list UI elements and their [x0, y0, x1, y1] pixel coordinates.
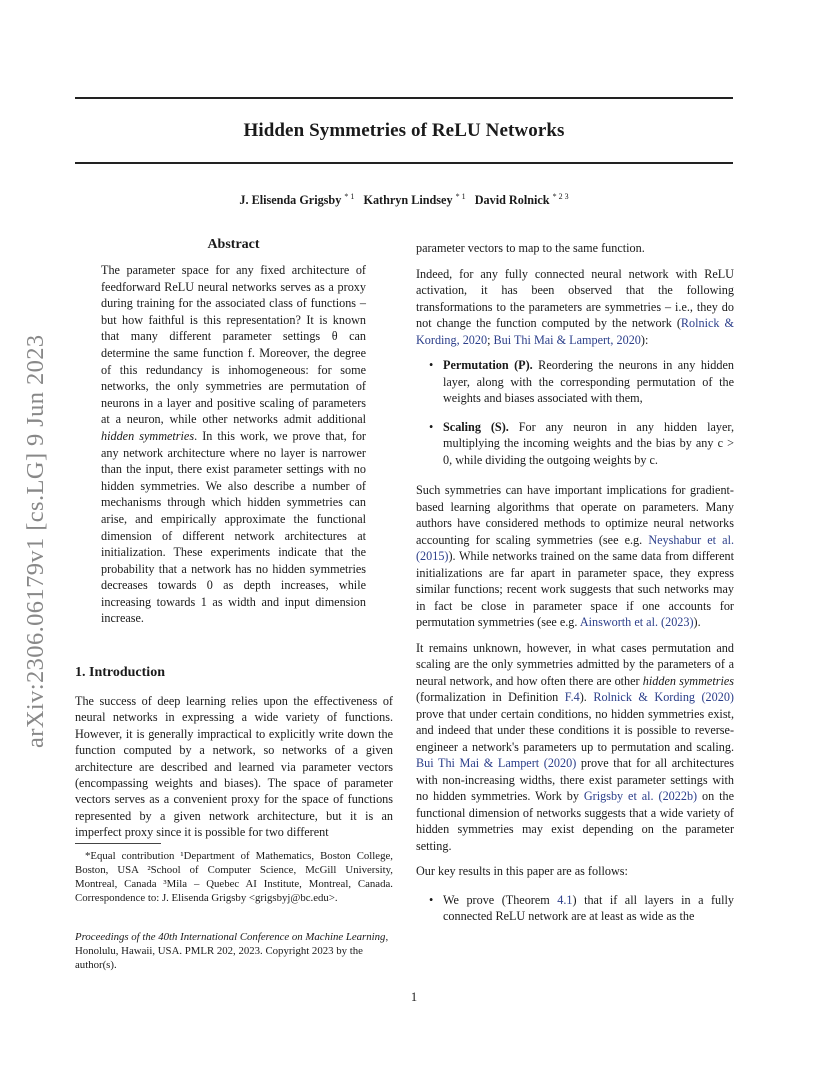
author-1-marks: * 1 [344, 192, 355, 201]
bullet-text: We prove (Theorem [443, 892, 558, 907]
right-para-4: Our key results in this paper are as follows: [416, 864, 628, 878]
definition-link[interactable]: F.4 [564, 690, 580, 704]
bullet-heading: Scaling (S). [443, 419, 509, 434]
list-item [443, 357, 734, 407]
right-para-2-end: ). [693, 615, 701, 629]
proceedings-italic: Proceedings of the 40th International Conference on Machine Learning [75, 931, 386, 943]
author-2: Kathryn Lindsey [363, 193, 453, 208]
author-3: David Rolnick [474, 193, 550, 208]
citation-link[interactable]: Rolnick & Kording (2020) [593, 690, 734, 704]
abstract-body [101, 262, 366, 636]
abstract-part-1: The parameter space for any fixed architecture of feedforward ReLU neural networks serves as a proxy during training for the associated class of functions – but how faithful is this representation? It is known that many different parameter settings θ can determine the same function f. Moreover, the degree of this redundancy is inhomogeneous: for some networks, the only symmetries are permutation of neurons in a layer and positive scaling of parameters at a neuron, while other networks admit additional [101, 263, 366, 427]
right-para-2-text: Such symmetries can have important implications for gradient-based learning algorithms that operate on parameters. Many authors have considered methods to optimize neural networks accounting for scaling symmetries (see e.g. [416, 483, 734, 547]
right-para-3-c: ). [579, 690, 594, 704]
citation-link[interactable]: Bui Thi Mai & Lampert, 2020 [493, 332, 641, 347]
proceedings-note [75, 930, 393, 972]
list-item [443, 892, 734, 925]
hidden-symmetries-emphasis: hidden symmetries [642, 673, 734, 688]
right-para-3 [416, 640, 734, 855]
section-heading-introduction: 1. Introduction [75, 665, 165, 680]
right-para-2 [416, 482, 734, 631]
right-para-3-b: (formalization in Definition [416, 690, 565, 704]
affiliation-footnote [75, 849, 393, 905]
bullet-text-end: ) that if all layers in a fully connected ReLU network are at least as wide as the [443, 892, 735, 923]
footnote-rule [75, 843, 161, 844]
citation-link[interactable]: Rolnick & Kording, 2020 [416, 316, 734, 347]
author-1: J. Elisenda Grigsby [239, 193, 342, 208]
author-list [75, 192, 733, 208]
citation-link[interactable]: Grigsby et al. (2022b) [583, 789, 698, 803]
abstract-part-2: . In this work, we prove that, for any network architecture where no layer is narrower than the input, there exist parameter settings with no hidden symmetries. We also describe a number of mechanisms through which hidden symmetries can arise, and empirically approximate the functional dimension of different network architectures at initialization. These experiments indicate that the probability that a network has no hidden symmetries decreases towards 0 as depth increases, while increasing towards 1 as width and input dimension increase. [101, 428, 366, 626]
citation-link[interactable]: Bui Thi Mai & Lampert (2020) [416, 756, 577, 770]
page-number: 1 [410, 990, 418, 1004]
arxiv-identifier: arXiv:2306.06179v1 [cs.LG] 9 Jun 2023 [22, 334, 49, 748]
theorem-link[interactable]: 4.1 [557, 892, 573, 907]
right-para-3-d: prove that under certain conditions, no hidden symmetries exist, and indeed that under these conditions it is possible to reverse-engineer a network's parameters up to permutation and scaling. [416, 706, 734, 754]
right-para-1 [416, 266, 734, 349]
right-para-3-a: It remains unknown, however, in what cases permutation and scaling are the only symmetries admitted by the parameters of a neural network, and how often there are other [416, 640, 734, 688]
bullet-body: For any neuron in any hidden layer, multiplying the incoming weights and the bias by any c > 0, while dividing the outgoing weights by c. [443, 419, 734, 467]
abstract-heading: Abstract [207, 237, 260, 252]
title-bottom-rule [75, 162, 733, 164]
symmetry-list [416, 357, 734, 468]
introduction-paragraph [75, 693, 393, 850]
bullet-heading: Permutation (P). [443, 358, 533, 372]
footnote-text: *Equal contribution ¹Department of Mathematics, Boston College, Boston, USA ²School of Computer Science, McGill University, Montreal, Canada ³Mila – Quebec AI Institute, Montreal, Canada. Correspondence to: J. Elisenda Grigsby <grigsbyj@bc.edu>. [75, 850, 393, 904]
top-rule [75, 97, 733, 99]
right-para-3-f: on the functional dimension of networks suggests that a wide variety of hidden symmetries may exist depending on the parameter setting. [416, 789, 734, 853]
author-3-marks: * 2 3 [552, 192, 569, 201]
proceedings-rest: , Honolulu, Hawaii, USA. PMLR 202, 2023. Copyright 2023 by the author(s). [75, 931, 389, 971]
right-para-3-e: prove that for all architectures with non-increasing widths, there exist parameter settings with no hidden symmetries. Work by [416, 756, 734, 803]
key-results-list [416, 892, 734, 925]
right-para-2-mid: ). While networks trained on the same data from different initializations are far apart in parameter space, they express similar functions; recent work suggests that such networks may in fact be close in parameter space if one accounts for permutation symmetries (see e.g. [416, 549, 734, 629]
citation-link[interactable]: Neyshabur et al. (2015) [416, 532, 735, 563]
list-item [443, 419, 734, 469]
abstract-emphasis: hidden symmetries [101, 428, 195, 443]
citation-link[interactable]: Ainsworth et al. (2023) [579, 615, 694, 629]
right-para-1-text: Indeed, for any fully connected neural network with ReLU activation, it has been observed that the following transformations to the parameters are symmetries – i.e., they do not change the function computed by the network ( [416, 266, 734, 330]
author-2-marks: * 1 [455, 192, 466, 201]
citation-separator: ; [487, 332, 494, 347]
right-column [416, 240, 734, 939]
right-para-0: parameter vectors to map to the same function. [416, 241, 645, 255]
right-para-1-end: ): [640, 332, 649, 347]
intro-text: The success of deep learning relies upon the effectiveness of neural networks in expressing a wide variety of functions. However, it is generally impractical to explicitly write down the function computed by a network, so networks of a given architecture are described and learned via parameter vectors (encompassing weights and biases). The space of parameter vectors serves as a convenient proxy for the space of functions represented by a given network architecture, but it is an imperfect proxy since it is possible for two different [75, 694, 393, 840]
paper-title: Hidden Symmetries of ReLU Networks [243, 120, 565, 141]
bullet-body: Reordering the neurons in any hidden layer, along with the corresponding permutation of the weights and biases associated with them, [443, 358, 734, 405]
